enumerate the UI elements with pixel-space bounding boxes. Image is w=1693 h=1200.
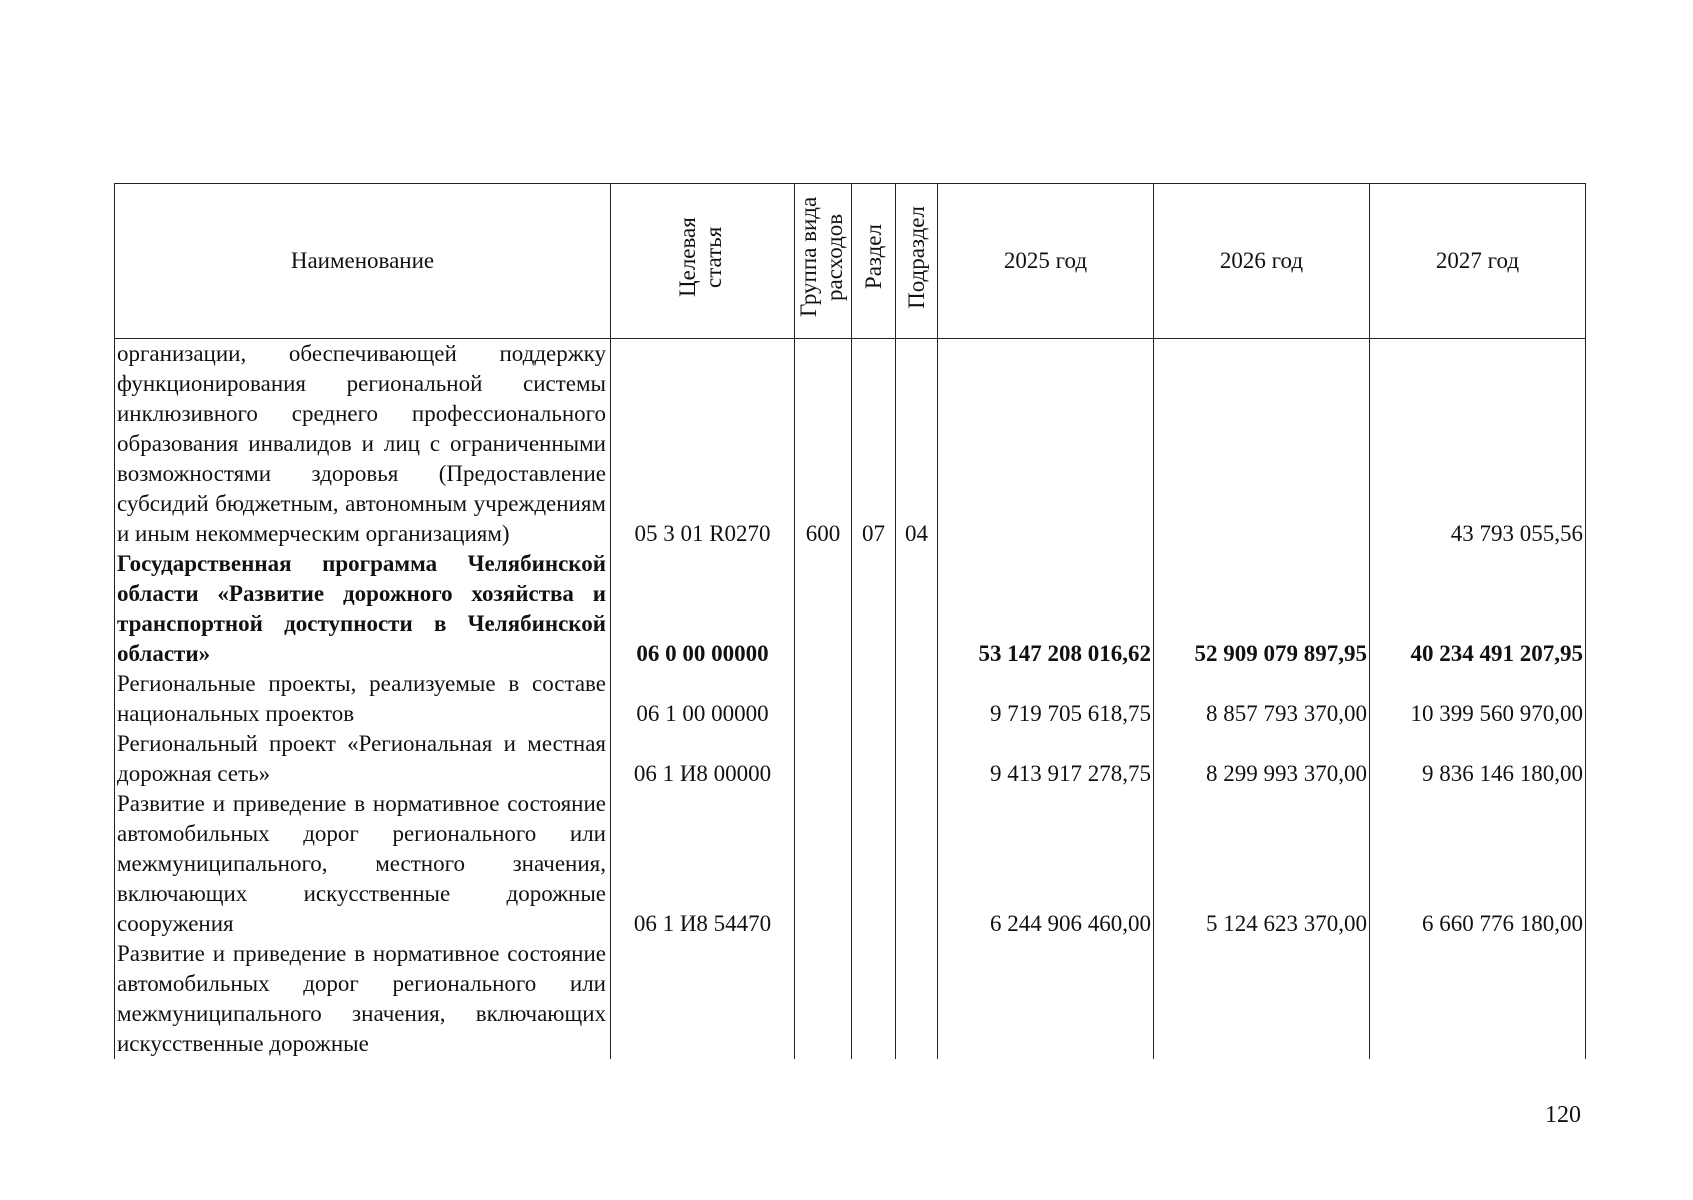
header-section: Раздел (852, 184, 896, 339)
row-2026: 5 124 623 370,00 (1154, 789, 1370, 939)
row-2027: 10 399 560 970,00 (1370, 669, 1586, 729)
row-2025: 6 244 906 460,00 (938, 789, 1154, 939)
row-section (852, 939, 896, 1059)
row-code: 06 1 И8 54470 (611, 789, 795, 939)
row-name: Государственная программа Челябинской области «Развитие дорожного хозяйства и транспортной доступности в Челябинской области» (115, 549, 611, 669)
row-code: 06 0 00 00000 (611, 549, 795, 669)
header-row (115, 184, 1586, 339)
header-2026: 2026 год (1154, 184, 1370, 339)
row-group (795, 729, 852, 789)
row-section (852, 729, 896, 789)
row-2027: 40 234 491 207,95 (1370, 549, 1586, 669)
table-row (115, 729, 1586, 789)
table-row (115, 939, 1586, 1059)
row-2026: 8 857 793 370,00 (1154, 669, 1370, 729)
row-group: 600 (795, 339, 852, 550)
row-name: Региональный проект «Региональная и местная дорожная сеть» (115, 729, 611, 789)
row-section (852, 669, 896, 729)
row-subsection (896, 549, 938, 669)
row-2025: 53 147 208 016,62 (938, 549, 1154, 669)
row-2027: 6 660 776 180,00 (1370, 789, 1586, 939)
row-subsection (896, 939, 938, 1059)
header-expense-group: Группа вида расходов (795, 184, 852, 339)
header-2025: 2025 год (938, 184, 1154, 339)
row-2027: 43 793 055,56 (1370, 339, 1586, 550)
row-group (795, 939, 852, 1059)
row-subsection (896, 669, 938, 729)
header-target-article: Целевая статья (611, 184, 795, 339)
row-name: Развитие и приведение в нормативное состояние автомобильных дорог регионального или межмуниципального, местного значения, включающих искусственные дорожные сооружения (115, 789, 611, 939)
table-row (115, 789, 1586, 939)
row-name: Развитие и приведение в нормативное состояние автомобильных дорог регионального или межмуниципального значения, включающих искусственные дорожные (115, 939, 611, 1059)
table-row (115, 549, 1586, 669)
row-section (852, 789, 896, 939)
row-subsection: 04 (896, 339, 938, 550)
row-2025: 9 719 705 618,75 (938, 669, 1154, 729)
row-section (852, 549, 896, 669)
row-2026: 52 909 079 897,95 (1154, 549, 1370, 669)
row-2025: 9 413 917 278,75 (938, 729, 1154, 789)
header-subsection: Подраздел (896, 184, 938, 339)
row-code: 06 1 00 00000 (611, 669, 795, 729)
page-number: 120 (1545, 1102, 1581, 1128)
row-2026 (1154, 939, 1370, 1059)
row-group (795, 669, 852, 729)
row-2026 (1154, 339, 1370, 550)
row-subsection (896, 789, 938, 939)
row-section: 07 (852, 339, 896, 550)
row-subsection (896, 729, 938, 789)
row-name: организации, обеспечивающей поддержку функционирования региональной системы инклюзивного среднего профессионального образования инвалидов и лиц с ограниченными возможностями здоровья (Предоставление субсидий бюджетным, автономным учреждениям и иным некоммерческим организациям) (115, 339, 611, 550)
row-group (795, 789, 852, 939)
row-name: Региональные проекты, реализуемые в составе национальных проектов (115, 669, 611, 729)
budget-table (114, 183, 1586, 1059)
row-2027: 9 836 146 180,00 (1370, 729, 1586, 789)
table-row (115, 339, 1586, 550)
row-2026: 8 299 993 370,00 (1154, 729, 1370, 789)
row-group (795, 549, 852, 669)
header-2027: 2027 год (1370, 184, 1586, 339)
row-code (611, 939, 795, 1059)
header-name: Наименование (115, 184, 611, 339)
row-code: 06 1 И8 00000 (611, 729, 795, 789)
row-2025 (938, 939, 1154, 1059)
row-code: 05 3 01 R0270 (611, 339, 795, 550)
row-2025 (938, 339, 1154, 550)
row-2027 (1370, 939, 1586, 1059)
table-row (115, 669, 1586, 729)
